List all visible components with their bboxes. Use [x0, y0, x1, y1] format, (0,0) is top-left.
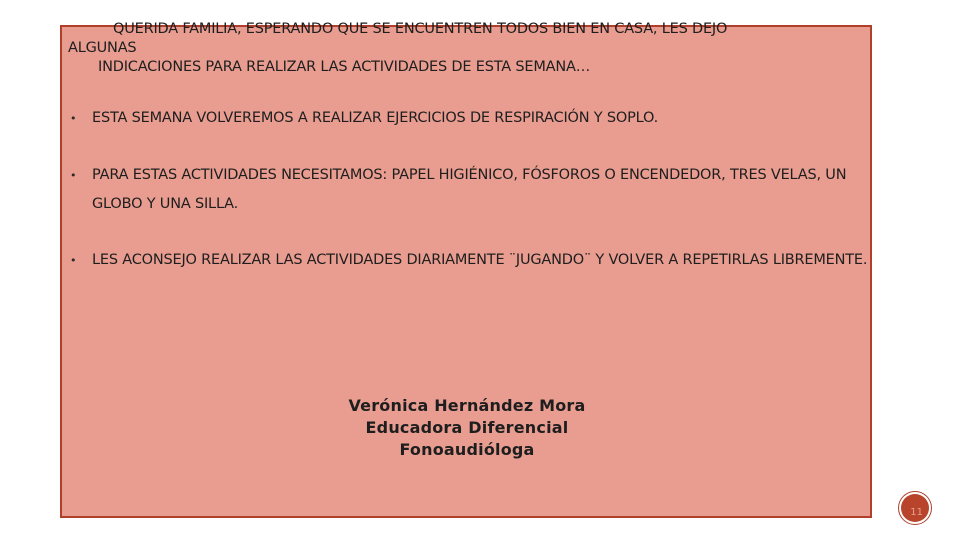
- bullet-icon: •: [70, 254, 77, 267]
- signature-title: Fonoaudióloga: [399, 440, 535, 459]
- list-item: [70, 246, 870, 275]
- list-item-text: PARA ESTAS ACTIVIDADES NECESITAMOS: PAPEL HIGIÉNICO, FÓSFOROS O ENCENDEDOR, TRES VELAS, UN GLOBO Y UNA SILLA.: [92, 167, 847, 212]
- signature-name: Verónica Hernández Mora: [348, 396, 586, 415]
- greeting-line-3: INDICACIONES PARA REALIZAR LAS ACTIVIDADES DE ESTA SEMANA…: [98, 59, 591, 75]
- list-item-text: ESTA SEMANA VOLVEREMOS A REALIZAR EJERCICIOS DE RESPIRACIÓN Y SOPLO.: [92, 110, 659, 126]
- greeting-line-2: ALGUNAS: [68, 40, 137, 56]
- list-item: [70, 161, 870, 219]
- signature-block: [62, 395, 872, 461]
- list-item-text: LES ACONSEJO REALIZAR LAS ACTIVIDADES DIARIAMENTE ¨JUGANDO¨ Y VOLVER A REPETIRLAS LIBREMENTE.: [92, 252, 868, 268]
- page-number-badge: [898, 491, 932, 525]
- signature-role: Educadora Diferencial: [365, 418, 569, 437]
- content-card: [60, 21, 872, 518]
- bullet-icon: •: [70, 112, 77, 125]
- list-item: [70, 104, 870, 133]
- page-number: 11: [901, 494, 929, 522]
- bullet-icon: •: [70, 169, 77, 182]
- greeting-line-1: QUERIDA FAMILIA, ESPERANDO QUE SE ENCUENTREN TODOS BIEN EN CASA, LES DEJO: [113, 21, 728, 37]
